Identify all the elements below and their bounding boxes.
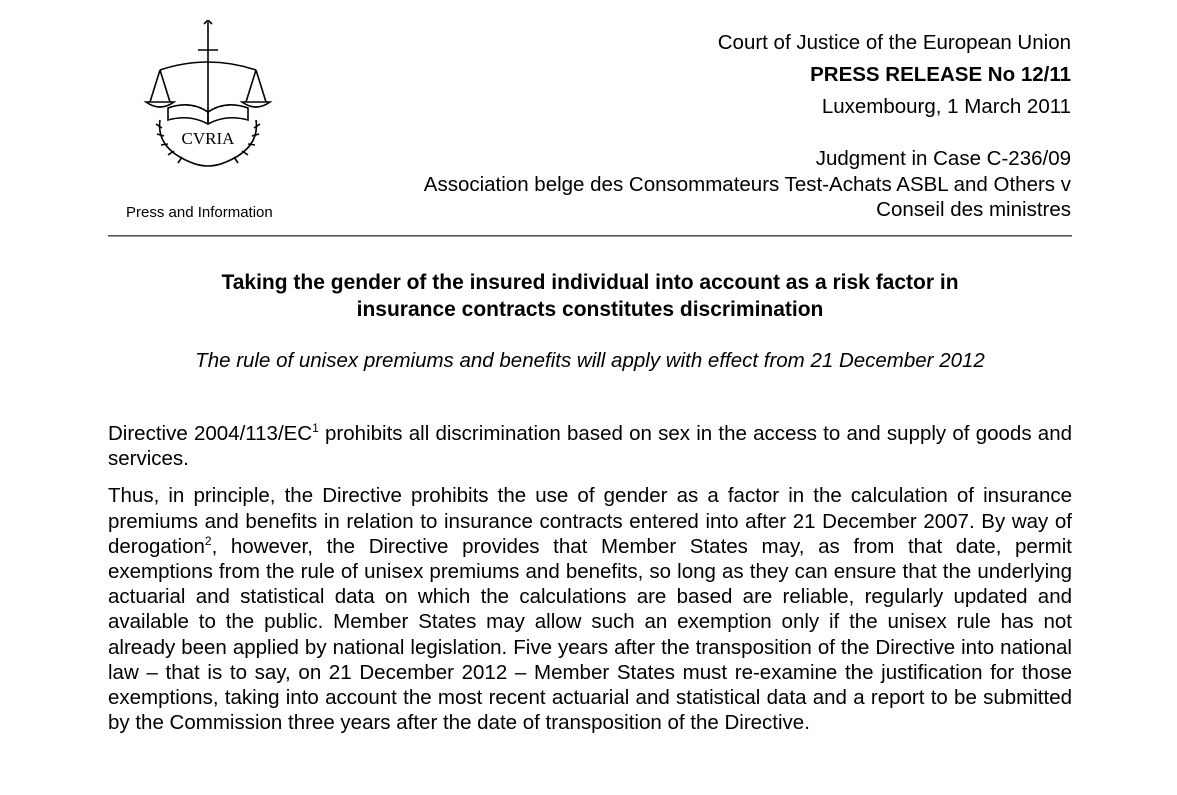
- page-title: [108, 270, 1072, 323]
- parties-line-1: Association belge des Consommateurs Test-Achats ASBL and Others v: [423, 172, 1071, 196]
- header-block: [718, 27, 1071, 123]
- press-info-label: Press and Information: [126, 204, 273, 221]
- logo-text: CVRIA: [181, 129, 235, 148]
- p1-text-b: prohibits all discrimination based on sex in the access to and supply of goods and services.: [108, 422, 1072, 471]
- title-line-2: insurance contracts constitutes discrimination: [356, 297, 824, 321]
- body-text: [108, 421, 1072, 747]
- court-emblem-icon: [138, 20, 278, 180]
- release-date: Luxembourg, 1 March 2011: [821, 95, 1071, 118]
- p2-text-b: , however, the Directive provides that Member States may, as from that date, permit exemptions from the rule of unisex premiums and benefits, so long as they can ensure that the underlying actuarial and statistical data on which the calculations are based are reliable, regularly updated and available to the public. Member States may allow such an exemption only if the unisex rule has not already been applied by national legislation. Five years after the transposition of the Directive into national law – that is to say, on 21 December 2012 – Member States must re-examine the justification for those exemptions, taking into account the most recent actuarial and statistical data and a report to be submitted by the Commission three years after the date of transposition of the Directive.: [108, 534, 1072, 735]
- p2-text-a: Thus, in principle, the Directive prohibits the use of gender as a factor in the calculation of insurance premiums and benefits in relation to insurance contracts entered into after 21 December 2007. By way of derogation: [108, 484, 1072, 558]
- case-number: Judgment in Case C-236/09: [815, 147, 1071, 170]
- paragraph-2: [108, 483, 1072, 735]
- subtitle: The rule of unisex premiums and benefits will apply with effect from 21 December 2012: [195, 349, 985, 372]
- p1-text-a: Directive 2004/113/EC: [108, 422, 313, 445]
- title-line-1: Taking the gender of the insured individual into account as a risk factor in: [221, 271, 959, 294]
- header-divider: [108, 235, 1072, 237]
- press-release-number: PRESS RELEASE No 12/11: [810, 63, 1071, 86]
- parties-line-2: Conseil des ministres: [876, 198, 1071, 221]
- court-name: Court of Justice of the European Union: [717, 31, 1071, 54]
- judgment-block: [424, 146, 1071, 223]
- footnote-ref-2[interactable]: 2: [204, 533, 212, 548]
- cvria-logo: [138, 20, 278, 180]
- footnote-ref-1[interactable]: 1: [312, 421, 319, 436]
- paragraph-1: [108, 421, 1072, 471]
